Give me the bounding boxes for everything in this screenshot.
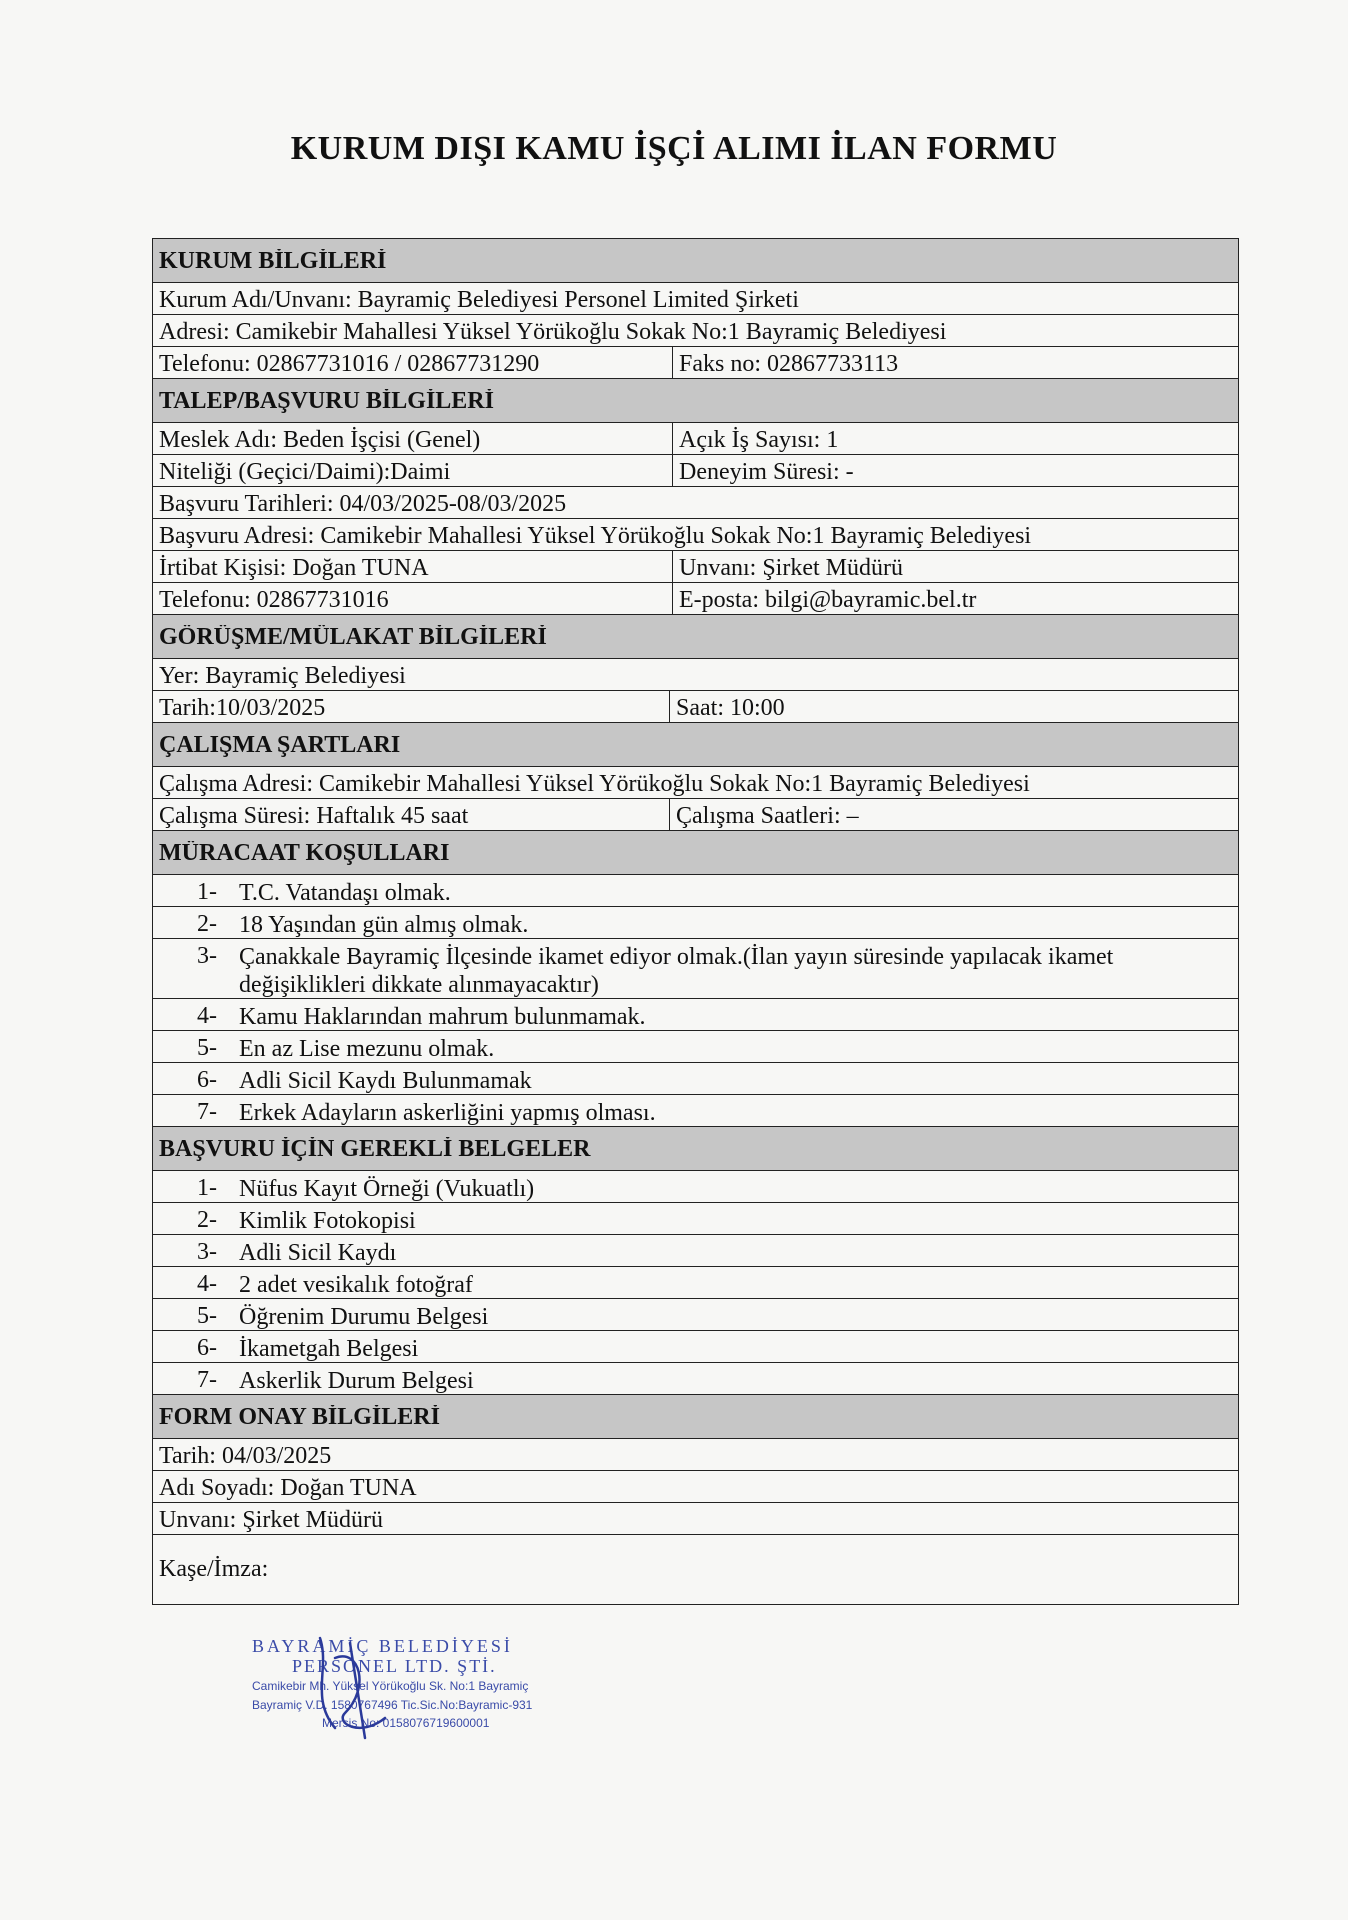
list-item: 5- Öğrenim Durumu Belgesi <box>153 1299 1238 1331</box>
acik-is-sayisi: Açık İş Sayısı: 1 <box>672 423 1238 454</box>
kurum-adresi-row: Adresi: Camikebir Mahallesi Yüksel Yörükoğlu Sokak No:1 Bayramiç Belediyesi <box>153 315 1238 347</box>
list-item: 2- 18 Yaşından gün almış olmak. <box>153 907 1238 939</box>
talep-eposta: E-posta: bilgi@bayramic.bel.tr <box>672 583 1238 614</box>
section-header-gorusme: GÖRÜŞME/MÜLAKAT BİLGİLERİ <box>153 615 1238 659</box>
kase-imza-row: Kaşe/İmza: <box>153 1535 1238 1605</box>
section-header-belgeler: BAŞVURU İÇİN GEREKLİ BELGELER <box>153 1127 1238 1171</box>
section-header-kurum: KURUM BİLGİLERİ <box>153 239 1238 283</box>
niteligi: Niteliği (Geçici/Daimi):Daimi <box>159 459 451 485</box>
kurum-telefon-row <box>153 347 1238 379</box>
section-header-muracaat: MÜRACAAT KOŞULLARI <box>153 831 1238 875</box>
kurum-adi-row: Kurum Adı/Unvanı: Bayramiç Belediyesi Personel Limited Şirketi <box>153 283 1238 315</box>
irtibat-kisisi: İrtibat Kişisi: Doğan TUNA <box>159 555 429 581</box>
list-item: 4- 2 adet vesikalık fotoğraf <box>153 1267 1238 1299</box>
kurum-faks: Faks no: 02867733113 <box>672 347 1238 378</box>
list-item: 3- Adli Sicil Kaydı <box>153 1235 1238 1267</box>
list-item: 6- İkametgah Belgesi <box>153 1331 1238 1363</box>
calisma-suresi: Çalışma Süresi: Haftalık 45 saat <box>159 803 469 829</box>
company-stamp: BAYRAMİÇ BELEDİYESİ PERSONEL LTD. ŞTİ. Camikebir Mh. Yüksel Yörükoğlu Sk. No:1 Bayramiç Bayramiç V.D. 1580767496 Tic.Sic.No:Bayramic-931 Mersis No: 0158076719600001 <box>252 1636 533 1730</box>
basvuru-adresi-row: Başvuru Adresi: Camikebir Mahallesi Yüksel Yörükoğlu Sokak No:1 Bayramiç Belediyesi <box>153 519 1238 551</box>
list-item: 7- Askerlik Durum Belgesi <box>153 1363 1238 1395</box>
basvuru-tarihleri-row: Başvuru Tarihleri: 04/03/2025-08/03/2025 <box>153 487 1238 519</box>
onay-unvan-row: Unvanı: Şirket Müdürü <box>153 1503 1238 1535</box>
onay-tarih-row: Tarih: 04/03/2025 <box>153 1439 1238 1471</box>
irtibat-unvani: Unvanı: Şirket Müdürü <box>672 551 1238 582</box>
list-item: 1- Nüfus Kayıt Örneği (Vukuatlı) <box>153 1171 1238 1203</box>
talep-telefon: Telefonu: 02867731016 <box>159 587 389 613</box>
announcement-form <box>152 238 1239 1605</box>
gorusme-tarih-row <box>153 691 1238 723</box>
nitelik-row <box>153 455 1238 487</box>
gorusme-tarih: Tarih:10/03/2025 <box>159 695 326 721</box>
calisma-suresi-row <box>153 799 1238 831</box>
list-item: 6- Adli Sicil Kaydı Bulunmamak <box>153 1063 1238 1095</box>
calisma-saatleri: Çalışma Saatleri: – <box>669 799 1238 830</box>
deneyim-suresi: Deneyim Süresi: - <box>672 455 1238 486</box>
list-item: 3- Çanakkale Bayramiç İlçesinde ikamet ediyor olmak.(İlan yayın süresinde yapılacak ikamet değişiklikleri dikkate alınmayacaktır) <box>153 939 1238 999</box>
kurum-telefon: Telefonu: 02867731016 / 02867731290 <box>159 351 540 377</box>
signature-icon <box>290 1628 410 1748</box>
list-item: 7- Erkek Adayların askerliğini yapmış olması. <box>153 1095 1238 1127</box>
meslek-adi: Meslek Adı: Beden İşçisi (Genel) <box>159 427 481 453</box>
list-item: 4- Kamu Haklarından mahrum bulunmamak. <box>153 999 1238 1031</box>
section-header-talep: TALEP/BAŞVURU BİLGİLERİ <box>153 379 1238 423</box>
list-item: 5- En az Lise mezunu olmak. <box>153 1031 1238 1063</box>
gorusme-saat: Saat: 10:00 <box>669 691 1238 722</box>
list-item: 1- T.C. Vatandaşı olmak. <box>153 875 1238 907</box>
document-title: KURUM DIŞI KAMU İŞÇİ ALIMI İLAN FORMU <box>290 130 1058 167</box>
calisma-adresi-row: Çalışma Adresi: Camikebir Mahallesi Yüksel Yörükoğlu Sokak No:1 Bayramiç Belediyesi <box>153 767 1238 799</box>
gorusme-yer-row: Yer: Bayramiç Belediyesi <box>153 659 1238 691</box>
onay-adi-row: Adı Soyadı: Doğan TUNA <box>153 1471 1238 1503</box>
iletisim-row <box>153 583 1238 615</box>
section-header-onay: FORM ONAY BİLGİLERİ <box>153 1395 1238 1439</box>
section-header-calisma: ÇALIŞMA ŞARTLARI <box>153 723 1238 767</box>
irtibat-row <box>153 551 1238 583</box>
meslek-row <box>153 423 1238 455</box>
list-item: 2- Kimlik Fotokopisi <box>153 1203 1238 1235</box>
